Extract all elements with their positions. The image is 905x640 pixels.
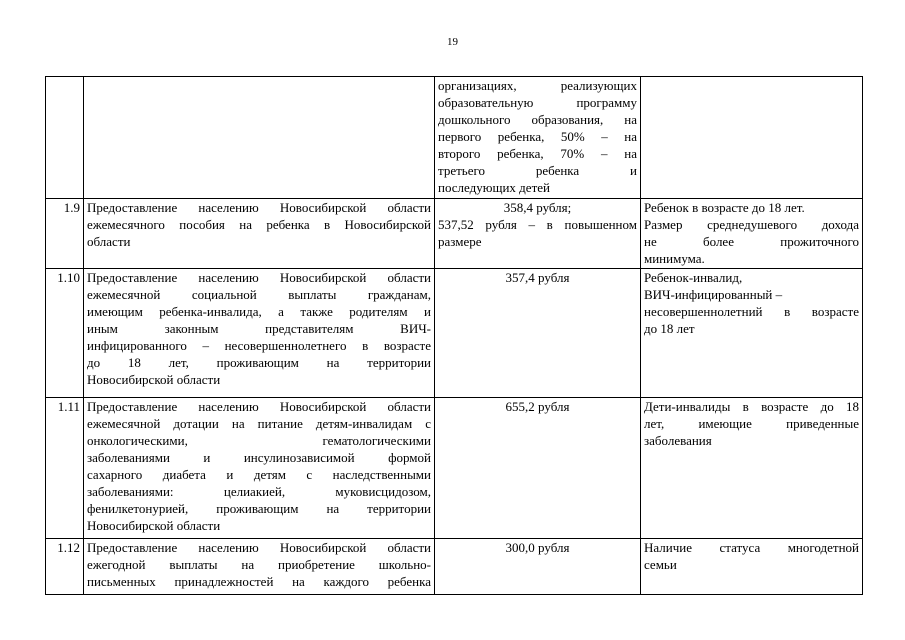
- cell-text-line: Предоставление населению Новосибирской области: [87, 540, 431, 555]
- cell-text-line: заболеваниями: целиакией, муковисцидозом,: [87, 484, 431, 499]
- table-row: [46, 77, 863, 199]
- cell-text-line: Предоставление населению Новосибирской области: [87, 270, 431, 285]
- cell-text-line: до 18 лет: [644, 321, 695, 336]
- page-number: 19: [447, 36, 458, 48]
- cell-text-line: Ребенок-инвалид,: [644, 270, 743, 285]
- cell-text-line: дошкольного образования, на: [438, 112, 637, 127]
- cell-text-line: инфицированного – несовершеннолетнего в возрасте: [87, 338, 431, 353]
- benefit-name-cell: [84, 398, 435, 539]
- table-row: [46, 398, 863, 539]
- cell-text-line: 300,0 рубля: [505, 540, 570, 555]
- benefit-amount-cell: [435, 77, 641, 199]
- cell-text-line: организациях, реализующих: [438, 78, 637, 93]
- benefit-amount-cell: [435, 199, 641, 269]
- cell-text-line: имеющим ребенка-инвалида, а также родителям и: [87, 304, 431, 319]
- cell-text-line: заболеваниями и инсулинозависимой формой: [87, 450, 431, 465]
- cell-text-line: лет, имеющие приведенные: [644, 416, 859, 431]
- row-number-cell: 1.12: [46, 539, 84, 595]
- cell-text-line: письменных принадлежностей на каждого ребенка: [87, 574, 431, 589]
- cell-text-line: второго ребенка, 70% – на: [438, 146, 637, 161]
- cell-text-line: фенилкетонурией, проживающим на территории: [87, 501, 431, 516]
- benefit-name-cell: [84, 269, 435, 398]
- cell-text-line: Предоставление населению Новосибирской области: [87, 200, 431, 215]
- cell-text-line: семьи: [644, 557, 677, 572]
- cell-text-line: первого ребенка, 50% – на: [438, 129, 637, 144]
- cell-text-line: ежемесячной социальной выплаты гражданам,: [87, 287, 431, 302]
- row-number-cell: 1.11: [46, 398, 84, 539]
- table-body: [46, 77, 863, 595]
- cell-text-line: Новосибирской области: [87, 518, 221, 533]
- benefit-condition-cell: [641, 539, 863, 595]
- cell-text-line: 537,52 рубля – в повышенном: [438, 217, 637, 232]
- cell-text-line: Дети-инвалиды в возрасте до 18: [644, 399, 859, 414]
- benefits-table: [45, 76, 863, 595]
- table-row: [46, 269, 863, 398]
- cell-text-line: 357,4 рубля: [505, 270, 570, 285]
- cell-text-line: Ребенок в возрасте до 18 лет.: [644, 200, 805, 215]
- cell-text-line: размере: [438, 234, 482, 249]
- cell-text-line: минимума.: [644, 251, 705, 266]
- benefit-condition-cell: [641, 269, 863, 398]
- cell-text-line: Размер среднедушевого дохода: [644, 217, 859, 232]
- cell-text-line: Наличие статуса многодетной: [644, 540, 859, 555]
- benefit-name-cell: [84, 199, 435, 269]
- cell-text-line: Новосибирской области: [87, 372, 221, 387]
- cell-text-line: последующих детей: [438, 180, 550, 195]
- table-row: [46, 539, 863, 595]
- cell-text-line: 655,2 рубля: [505, 399, 570, 414]
- cell-text-line: ВИЧ-инфицированный –: [644, 287, 783, 302]
- row-number-cell: [46, 77, 84, 199]
- cell-text-line: онкологическими, гематологическими: [87, 433, 431, 448]
- row-number-cell: 1.10: [46, 269, 84, 398]
- row-number-cell: 1.9: [46, 199, 84, 269]
- cell-text-line: образовательную программу: [438, 95, 637, 110]
- benefit-condition-cell: [641, 199, 863, 269]
- cell-text-line: заболевания: [644, 433, 712, 448]
- benefit-amount-cell: [435, 539, 641, 595]
- cell-text-line: не более прожиточного: [644, 234, 859, 249]
- cell-text-line: сахарного диабета и детям с наследственными: [87, 467, 431, 482]
- cell-text-line: Предоставление населению Новосибирской области: [87, 399, 431, 414]
- benefit-amount-cell: [435, 269, 641, 398]
- cell-text-line: 358,4 рубля;: [503, 200, 572, 215]
- cell-text-line: ежемесячной дотации на питание детям-инвалидам с: [87, 416, 431, 431]
- cell-text-line: иным законным представителям ВИЧ-: [87, 321, 431, 336]
- benefit-condition-cell: [641, 77, 863, 199]
- benefit-name-cell: [84, 77, 435, 199]
- benefit-amount-cell: [435, 398, 641, 539]
- benefit-condition-cell: [641, 398, 863, 539]
- cell-text-line: несовершеннолетний в возрасте: [644, 304, 859, 319]
- table-row: [46, 199, 863, 269]
- cell-text-line: до 18 лет, проживающим на территории: [87, 355, 431, 370]
- cell-text-line: ежемесячного пособия на ребенка в Новосибирской: [87, 217, 431, 232]
- cell-text-line: ежегодной выплаты на приобретение школьно-: [87, 557, 431, 572]
- benefit-name-cell: [84, 539, 435, 595]
- cell-text-line: третьего ребенка и: [438, 163, 637, 178]
- cell-text-line: области: [87, 234, 131, 249]
